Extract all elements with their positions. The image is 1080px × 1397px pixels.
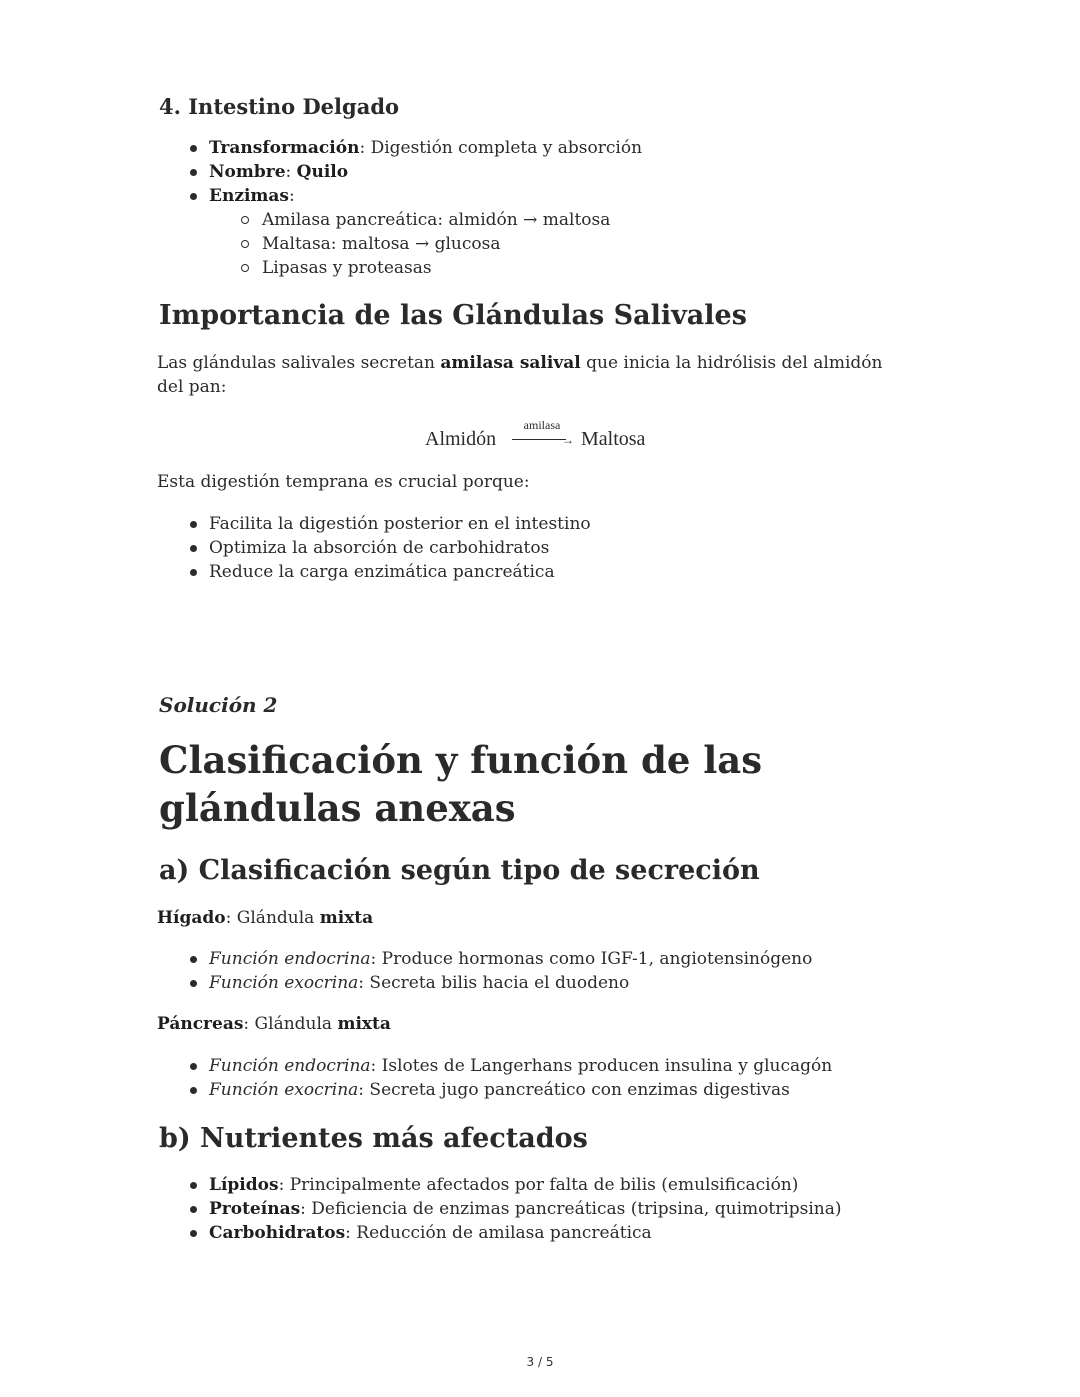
pancreas-functions-list: [157, 1054, 832, 1102]
list-item: Reduce la carga enzimática pancreática: [157, 560, 591, 584]
arrow-head-icon: →: [562, 433, 574, 447]
section-heading-importancia: Importancia de las Glándulas Salivales: [159, 300, 747, 331]
page-number: 3 / 5: [526, 1355, 554, 1369]
liver-functions-list: [157, 947, 812, 995]
list-item: Amilasa pancreática: almidón → maltosa: [157, 208, 610, 232]
nutrients-list: [157, 1173, 842, 1245]
section-heading-intestino: 4. Intestino Delgado: [159, 94, 400, 119]
formula-product: Maltosa: [581, 428, 646, 450]
formula-reactant: Almidón: [425, 428, 497, 450]
list-item: Función exocrina: Secreta bilis hacia el duodeno: [157, 971, 812, 995]
arrow-line: [512, 439, 566, 440]
list-item: Enzimas:: [157, 184, 642, 208]
list-item: Función exocrina: Secreta jugo pancreático con enzimas digestivas: [157, 1078, 832, 1102]
reasons-list: [157, 512, 591, 584]
list-item: Función endocrina: Islotes de Langerhans producen insulina y glucagón: [157, 1054, 832, 1078]
list-item: Carbohidratos: Reducción de amilasa pancreática: [157, 1221, 842, 1245]
intestino-list: [157, 136, 642, 208]
section-heading-clasificacion: a) Clasificación según tipo de secreción: [159, 855, 760, 886]
pancreas-heading: Páncreas: Glándula mixta: [157, 1014, 391, 1034]
page-title: Clasificación y función de las glándulas anexas: [159, 738, 763, 830]
reaction-formula: [425, 418, 665, 458]
list-item: Transformación: Digestión completa y absorción: [157, 136, 642, 160]
list-item: Función endocrina: Produce hormonas como IGF-1, angiotensinógeno: [157, 947, 812, 971]
section-heading-nutrientes: b) Nutrientes más afectados: [159, 1123, 588, 1154]
list-item: Proteínas: Deficiencia de enzimas pancreáticas (tripsina, quimotripsina): [157, 1197, 842, 1221]
reason-intro: Esta digestión temprana es crucial porque:: [157, 472, 530, 492]
list-item: Optimiza la absorción de carbohidratos: [157, 536, 591, 560]
list-item: Lipasas y proteasas: [157, 256, 610, 280]
enzymes-sublist: [157, 208, 610, 280]
list-item: Nombre: Quilo: [157, 160, 642, 184]
importance-intro: Las glándulas salivales secretan amilasa salival que inicia la hidrólisis del almidón del pan:: [157, 353, 883, 397]
arrow-label: amilasa: [523, 418, 561, 432]
list-item: Lípidos: Principalmente afectados por falta de bilis (emulsificación): [157, 1173, 842, 1197]
reaction-arrow: [512, 418, 572, 450]
solution-label: Solución 2: [159, 693, 278, 717]
list-item: Maltasa: maltosa → glucosa: [157, 232, 610, 256]
liver-heading: Hígado: Glándula mixta: [157, 908, 374, 928]
list-item: Facilita la digestión posterior en el intestino: [157, 512, 591, 536]
